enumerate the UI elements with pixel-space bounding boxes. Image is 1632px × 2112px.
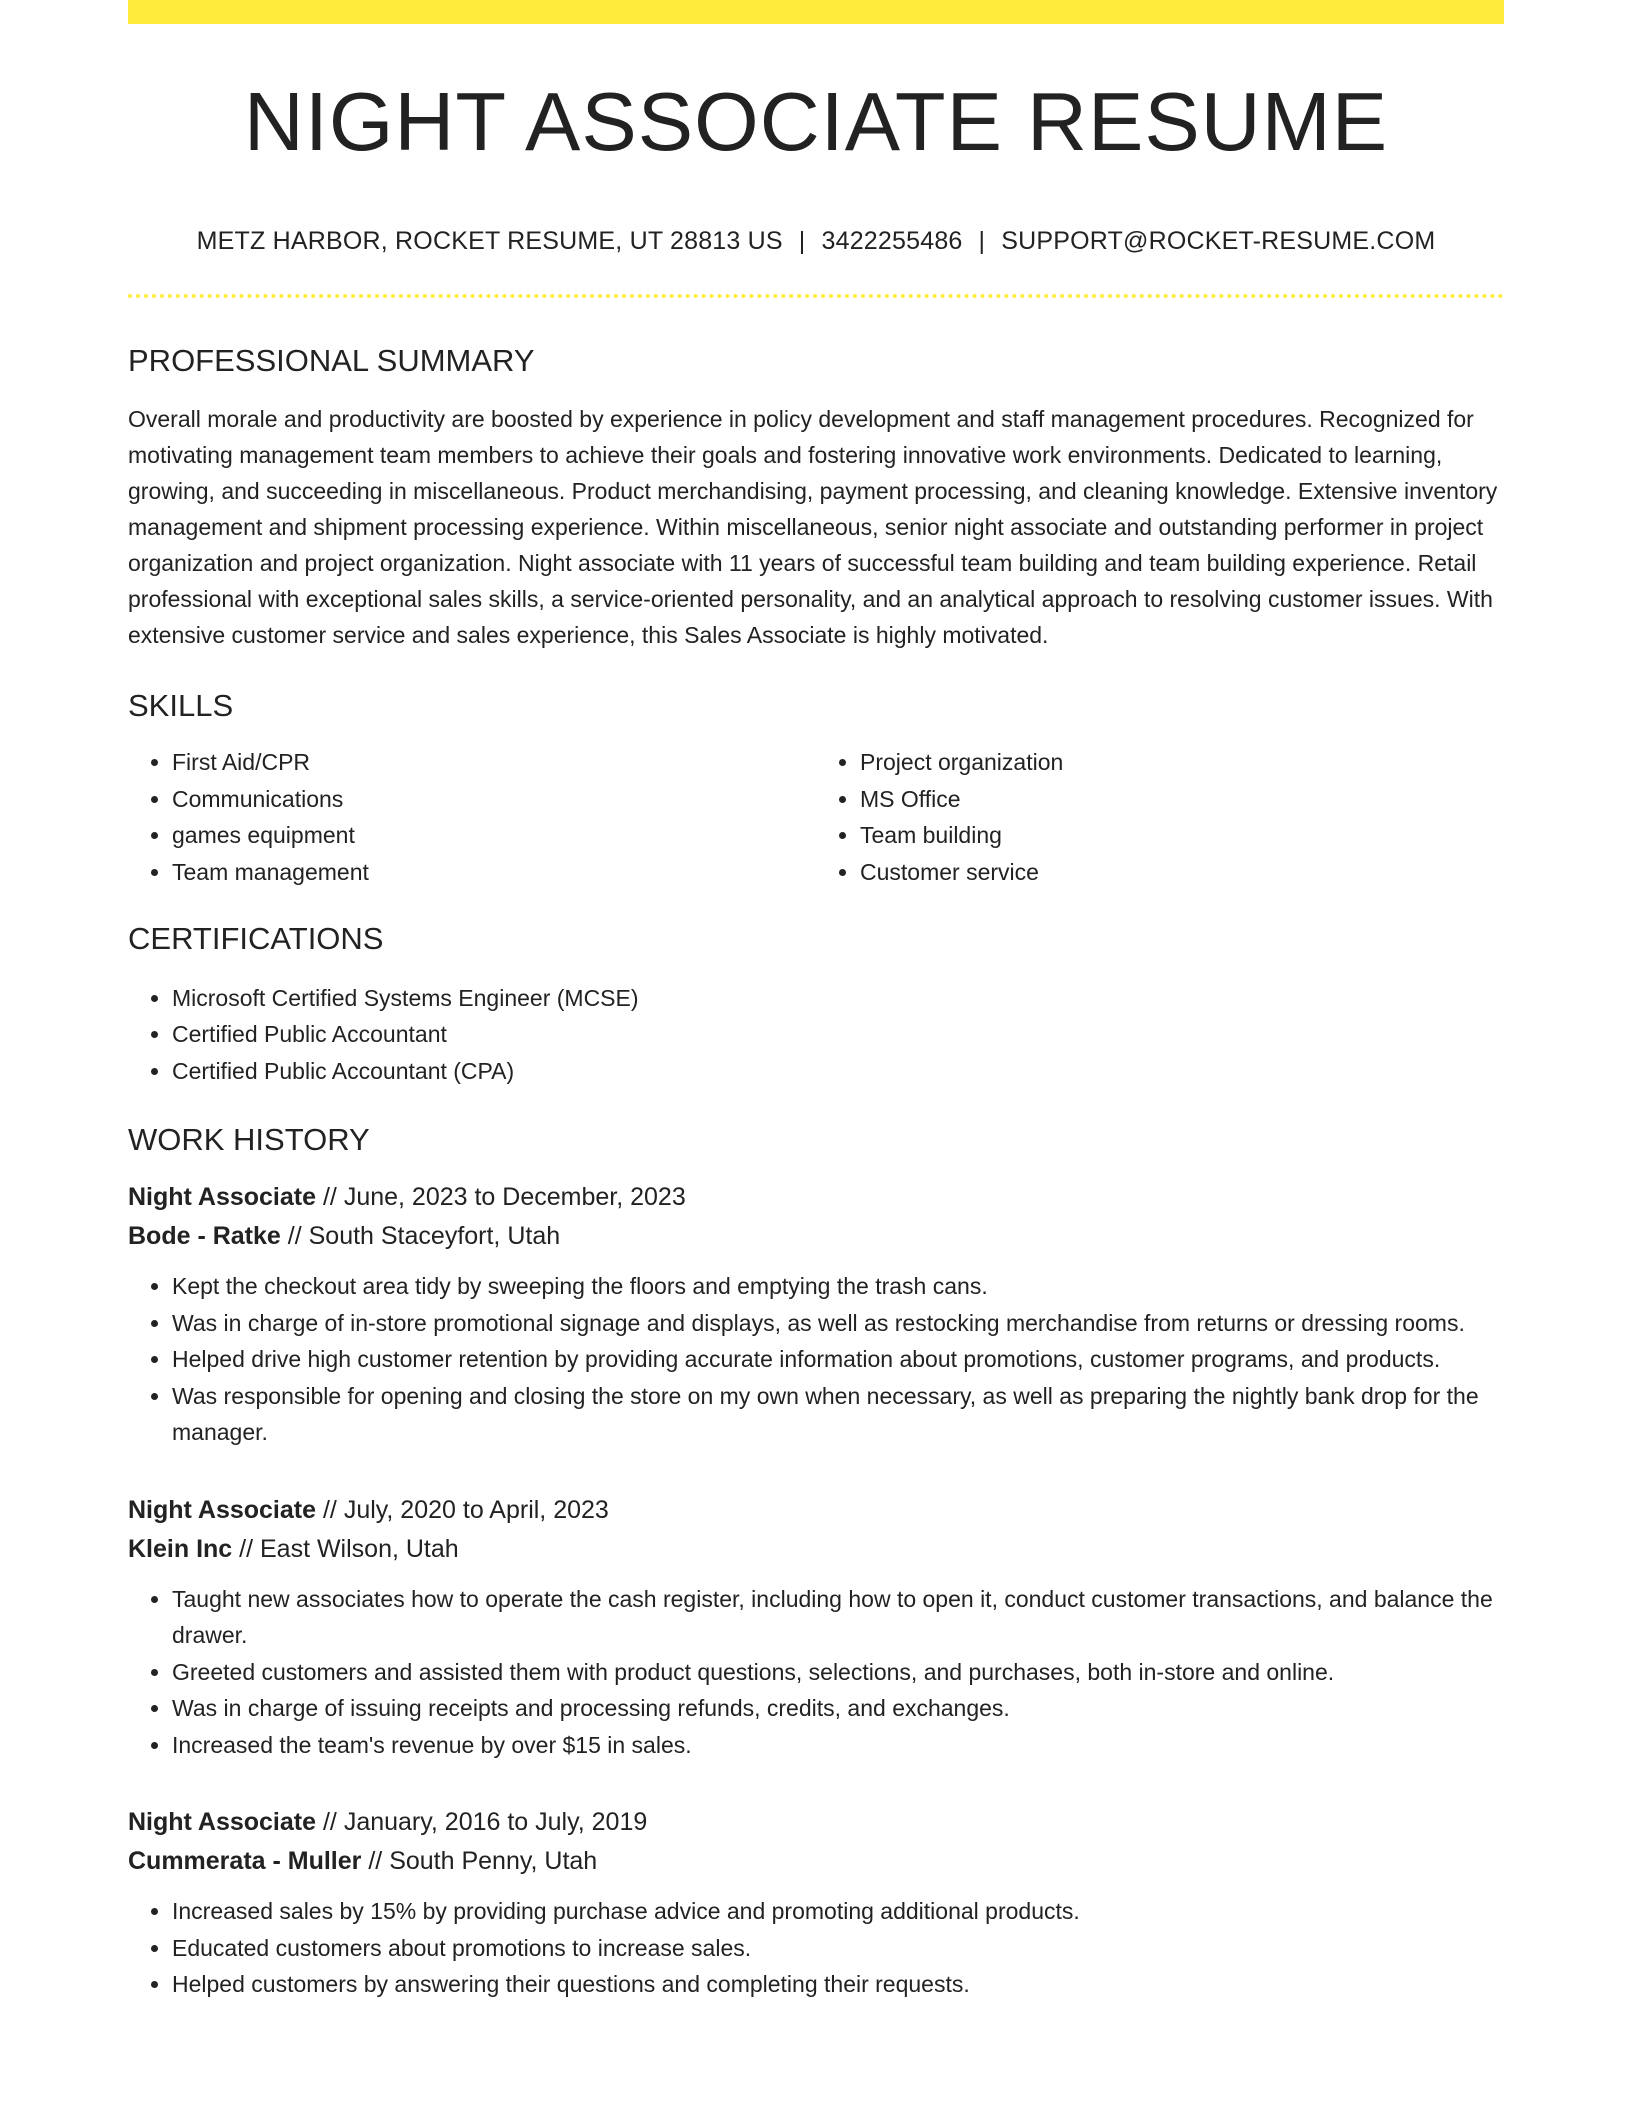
job-dates: June, 2023 to December, 2023: [343, 1183, 686, 1212]
summary-heading: PROFESSIONAL SUMMARY: [128, 343, 535, 378]
job-company-line: [128, 1842, 1504, 1881]
skills-list-left: [128, 744, 816, 890]
job-dates: January, 2016 to July, 2019: [343, 1808, 648, 1837]
skills-heading: SKILLS: [128, 688, 234, 724]
skill-item: • Customer service: [860, 854, 1504, 891]
job-company-line: [128, 1217, 1504, 1256]
job-bullet: • Increased the team's revenue by over $15 in sales.: [172, 1727, 1504, 1764]
job-delimiter: //: [232, 1534, 260, 1563]
job-bullet: • Was in charge of in-store promotional signage and displays, as well as restocking merchandise from returns or dressing rooms.: [172, 1305, 1504, 1342]
skill-item: • First Aid/CPR: [172, 744, 816, 781]
job-bullet: • Helped customers by answering their questions and completing their requests.: [172, 1966, 1504, 2003]
skills-grid: [128, 744, 1504, 890]
skill-item: • Team building: [860, 817, 1504, 854]
job-title-line: [128, 1178, 1504, 1217]
skill-item: • games equipment: [172, 817, 816, 854]
work-history-heading: WORK HISTORY: [128, 1122, 370, 1158]
job-delimiter: //: [361, 1847, 390, 1876]
job-entry: [128, 1178, 1504, 1451]
job-title-line: [128, 1491, 1504, 1530]
contact-address: METZ HARBOR, ROCKET RESUME, UT 28813 US: [196, 227, 783, 255]
skills-list-right: [816, 744, 1504, 890]
certification-item: • Certified Public Accountant: [172, 1016, 1504, 1053]
job-delimiter: //: [316, 1495, 344, 1524]
contact-email: SUPPORT@ROCKET-RESUME.COM: [1001, 227, 1436, 255]
job-location: East Wilson, Utah: [259, 1534, 459, 1563]
job-company: Bode - Ratke: [128, 1222, 281, 1251]
summary-text: Overall morale and productivity are boosted by experience in policy development and staff management procedures. Recognized for motivating management team members to achieve their goals and fostering innovative work environments. Dedicated to learning, growing, and succeeding in miscellaneous. Product merchandising, payment processing, and cleaning knowledge. Extensive inventory management and shipment processing experience. Within miscellaneous, senior night associate and outstanding performer in project organization and project organization. Night associate with 11 years of successful team building and team building experience. Retail professional with exceptional sales skills, a service-oriented personality, and an analytical approach to resolving customer issues. With extensive customer service and sales experience, this Sales Associate is highly motivated.: [128, 406, 1498, 649]
contact-separator: |: [978, 227, 986, 255]
job-bullets: [128, 1268, 1504, 1451]
job-company-line: [128, 1530, 1504, 1569]
top-accent-bar: [128, 0, 1504, 24]
job-bullet: • Educated customers about promotions to increase sales.: [172, 1930, 1504, 1967]
job-location: South Penny, Utah: [389, 1847, 598, 1876]
job-dates: July, 2020 to April, 2023: [343, 1495, 609, 1524]
skill-item: • Team management: [172, 854, 816, 891]
job-bullets: [128, 1581, 1504, 1764]
job-bullet: • Helped drive high customer retention by providing accurate information about promotions, customer programs, and products.: [172, 1341, 1504, 1378]
job-role: Night Associate: [128, 1495, 317, 1524]
job-bullet: • Taught new associates how to operate the cash register, including how to open it, conduct customer transactions, and balance the drawer.: [172, 1581, 1504, 1654]
contact-line: [128, 227, 1504, 256]
job-bullet: • Greeted customers and assisted them with product questions, selections, and purchases, both in-store and online.: [172, 1654, 1504, 1691]
job-delimiter: //: [316, 1183, 344, 1212]
certifications-list: [128, 980, 1504, 1090]
job-bullets: [128, 1893, 1504, 2003]
job-company: Klein Inc: [128, 1534, 233, 1563]
skill-item: • MS Office: [860, 781, 1504, 818]
resume-title: NIGHT ASSOCIATE RESUME: [243, 75, 1389, 168]
job-bullet: • Kept the checkout area tidy by sweeping the floors and emptying the trash cans.: [172, 1268, 1504, 1305]
skill-item: • Project organization: [860, 744, 1504, 781]
job-location: South Staceyfort, Utah: [308, 1222, 561, 1251]
contact-separator: |: [798, 227, 806, 255]
job-bullet: • Increased sales by 15% by providing purchase advice and promoting additional products.: [172, 1893, 1504, 1930]
job-role: Night Associate: [128, 1808, 317, 1837]
job-role: Night Associate: [128, 1183, 317, 1212]
job-company: Cummerata - Muller: [128, 1847, 362, 1876]
dotted-divider: [128, 294, 1504, 298]
job-title-line: [128, 1803, 1504, 1842]
certification-item: • Certified Public Accountant (CPA): [172, 1053, 1504, 1090]
job-bullet: • Was responsible for opening and closing the store on my own when necessary, as well as preparing the nightly bank drop for the manager.: [172, 1378, 1504, 1451]
resume-page: [128, 0, 1504, 2003]
job-entry: [128, 1803, 1504, 2003]
certifications-heading: CERTIFICATIONS: [128, 921, 384, 957]
certification-item: • Microsoft Certified Systems Engineer (MCSE): [172, 980, 1504, 1017]
job-delimiter: //: [316, 1808, 344, 1837]
job-entry: [128, 1491, 1504, 1764]
contact-phone: 3422255486: [821, 227, 963, 255]
job-delimiter: //: [280, 1222, 309, 1251]
skill-item: • Communications: [172, 781, 816, 818]
job-bullet: • Was in charge of issuing receipts and processing refunds, credits, and exchanges.: [172, 1690, 1504, 1727]
